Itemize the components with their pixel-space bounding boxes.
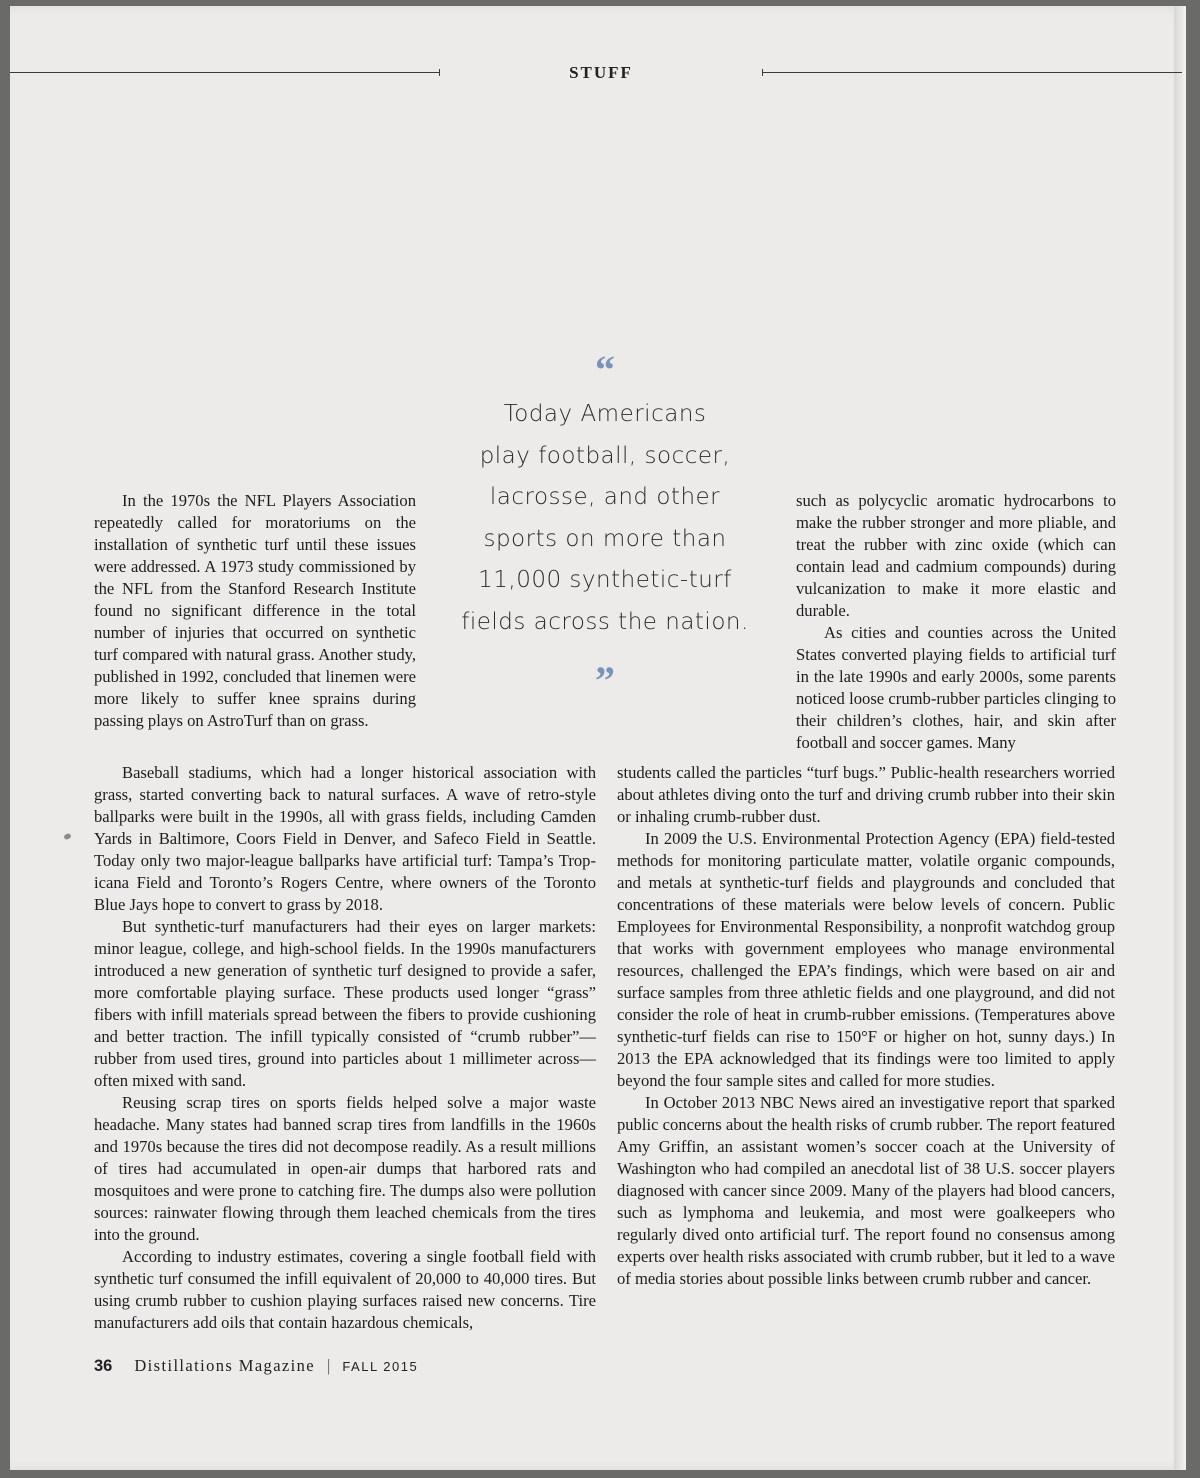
header-rule-left <box>10 72 440 73</box>
header-rule-right <box>762 72 1182 73</box>
pull-quote-line: fields across the nation. <box>461 608 749 635</box>
pull-quote <box>440 347 770 703</box>
pull-quote-text <box>440 394 770 643</box>
column-4 <box>617 762 1115 1290</box>
column-1 <box>94 490 416 732</box>
magazine-name: Distillations Magazine <box>134 1356 316 1375</box>
page-gutter-edge <box>1174 6 1186 1470</box>
pull-quote-line: Today Americans <box>503 401 707 427</box>
paragraph: students called the particles “turf bugs.” Public-health researchers worried about athletes diving onto the turf and driving crumb rubber into their skin or inhaling crumb-rubber dust. <box>617 763 1115 826</box>
column-2 <box>94 762 596 1334</box>
paragraph: such as polycyclic aromatic hydrocarbons to make the rubber stronger and more pliable, and treat the rubber with zinc oxide (which can contain lead and cadmium compounds) during vulcanization to make it more elastic and durable. <box>796 491 1116 620</box>
paragraph: In October 2013 NBC News aired an investigative report that sparked public concerns about the health risks of crumb rubber. The report featured Amy Griffin, an assistant women’s soccer coach at the University of Washington who had compiled an anecdotal list of 38 U.S. soccer players diagnosed with cancer since 2009. Many of the players had blood cancers, such as lymphoma and leukemia, and most were goalkeepers who regularly dived onto artificial turf. The report found no consensus among experts over health risks associated with crumb rubber, but it led to a wave of media stories about possible links between crumb rubber and cancer. <box>617 1093 1115 1288</box>
paragraph: As cities and counties across the United States converted playing fields to artificial turf in the late 1990s and early 2000s, some parents noticed loose crumb-rubber particles clinging to their children’s clothes, hair, and skin after football and soccer games. Many <box>796 623 1116 752</box>
paragraph: Baseball stadiums, which had a longer historical association with grass, started converting back to natural surfaces. A wave of retro-style ballparks were built in the 1990s, all with grass fields, including Camden Yards in Baltimore, Coors Field in Denver, and Safeco Field in Seattle. Today only two major-league ballparks have artificial turf: Tampa’s Tropicana Field and Toronto’s Rogers Centre, where owners of the Toronto Blue Jays hope to convert to grass by 2018. <box>94 763 596 914</box>
pull-quote-line: sports on more than <box>483 525 727 552</box>
pull-quote-line: lacrosse, and other <box>489 484 721 510</box>
pull-quote-line: 11,000 synthetic-turf <box>478 567 732 593</box>
issue-label: FALL 2015 <box>342 1359 419 1374</box>
paragraph: In 2009 the U.S. Environmental Protection Agency (EPA) field-tested methods for monitoring particulate matter, volatile organic compounds, and metals at synthetic-turf fields and playgrounds and concluded that concentrations of these materials were below levels of concern. Public Employees for Environmental Responsibility, a nonprofit watchdog group that works with government employees who manage environmental resources, challenged the EPA’s findings, which were based on air and surface samples from three athletic fields and one playground, and did not consider the role of heat in crumb-rubber emissions. (Temperatures above synthetic-turf fields can rise to 150°F or higher on hot, sunny days.) In 2013 the EPA acknowledged that its findings were too limited to apply beyond the four sample sites and called for more studies. <box>617 829 1115 1090</box>
page-footer <box>94 1356 418 1376</box>
open-quote-mark: “ <box>595 347 615 392</box>
pull-quote-line: play football, soccer, <box>479 442 731 469</box>
page-number: 36 <box>94 1357 113 1375</box>
paragraph: According to industry estimates, covering a single football field with synthetic turf consumed the infill equivalent of 20,000 to 40,000 tires. But using crumb rubber to cushion playing surfaces raised new concerns. Tire manufacturers add oils that contain hazardous chemicals, <box>94 1247 596 1332</box>
paragraph: Reusing scrap tires on sports fields helped solve a major waste headache. Many states had banned scrap tires from landfills in the 1960s and 1970s because the tires did not decompose readily. As a result millions of tires had accumulated in open-air dumps that harbored rats and mosquitoes and were prone to catching fire. The dumps also were pollution sources: rainwater flowing through them leached chemicals from the tires into the ground. <box>94 1093 596 1244</box>
section-title: STUFF <box>569 63 633 82</box>
paragraph: But synthetic-turf manufacturers had their eyes on larger markets: minor league, college, and high-school fields. In the 1990s manufacturers introduced a new generation of synthetic turf designed to provide a safer, more comfortable playing surface. These products used longer “grass” fibers with infill materials spread between the fibers to provide cushioning and better traction. The infill typically consisted of “crumb rubber”—rubber from used tires, ground into particles about 1 millimeter across—often mixed with sand. <box>94 917 596 1090</box>
column-3 <box>796 490 1116 754</box>
paragraph: In the 1970s the NFL Players Association repeatedly called for moratoriums on the installation of synthetic turf until these issues were addressed. A 1973 study commissioned by the NFL from the Stanford Research Institute found no significant difference in the total number of injuries that occurred on synthetic turf compared with natural grass. Another study, published in 1992, concluded that linemen were more likely to suffer knee sprains during passing plays on AstroTurf than on grass. <box>94 491 416 730</box>
close-quote-mark: ” <box>595 658 615 703</box>
footer-separator: | <box>327 1356 331 1375</box>
